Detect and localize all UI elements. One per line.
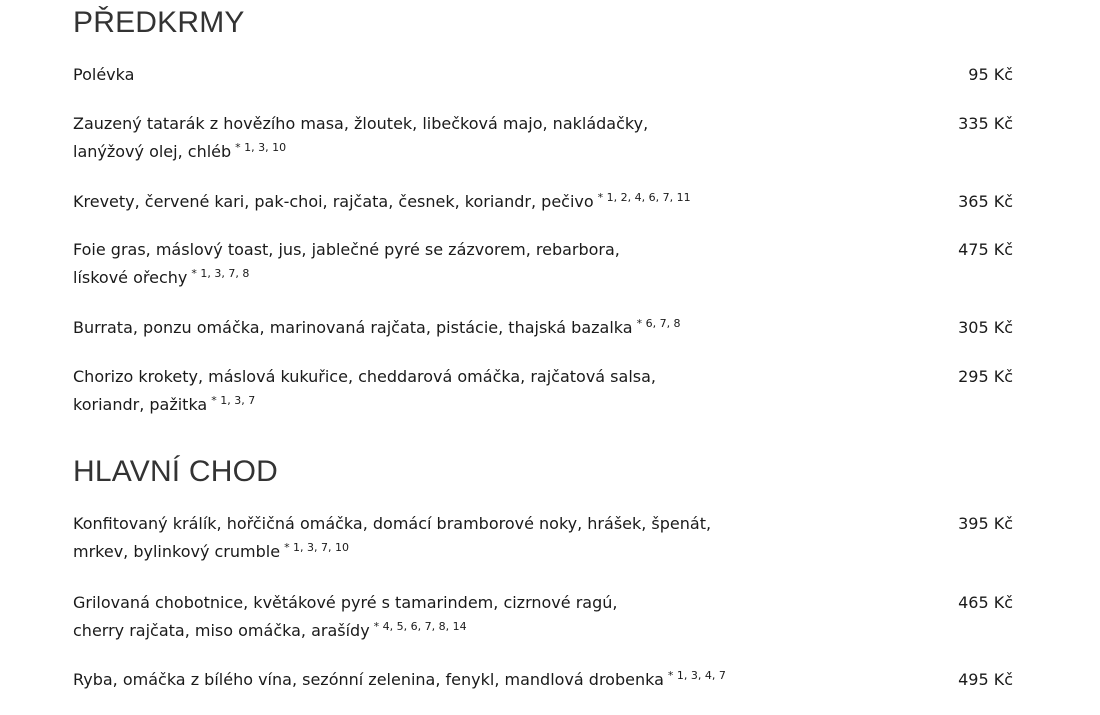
item-name-wrap (73, 110, 713, 166)
item-allergens: * 1, 2, 4, 6, 7, 11 (597, 190, 691, 204)
item-allergens: * 1, 3, 10 (235, 140, 287, 154)
item-price: 305 Kč (958, 318, 1013, 337)
menu-item (73, 61, 1013, 89)
item-allergens: * 1, 3, 7, 8 (191, 266, 250, 280)
item-price: 295 Kč (958, 367, 1013, 386)
menu-item (73, 236, 1013, 292)
menu-item (73, 110, 1013, 166)
menu-item (73, 188, 1013, 216)
menu-item (73, 666, 1013, 694)
section-title-starters: PŘEDKRMY (73, 6, 245, 39)
item-name: Ryba, omáčka z bílého vína, sezónní zelenina, fenykl, mandlová drobenka (73, 670, 664, 689)
item-price: 395 Kč (958, 514, 1013, 533)
item-allergens: * 6, 7, 8 (636, 316, 681, 330)
item-name: Burrata, ponzu omáčka, marinovaná rajčata, pistácie, thajská bazalka (73, 318, 633, 337)
item-name-wrap (73, 589, 673, 645)
menu-item (73, 314, 1013, 342)
item-name-wrap (73, 510, 713, 566)
item-price: 365 Kč (958, 192, 1013, 211)
section-title-main-course: HLAVNÍ CHOD (73, 455, 279, 488)
item-allergens: * 1, 3, 7 (211, 393, 256, 407)
item-name-wrap (73, 363, 713, 419)
item-name: Zauzený tatarák z hovězího masa, žloutek, libečková majo, nakládačky, lanýžový olej, chléb (73, 114, 649, 161)
menu-item (73, 510, 1013, 566)
item-allergens: * 4, 5, 6, 7, 8, 14 (373, 619, 467, 633)
item-price: 475 Kč (958, 240, 1013, 259)
item-name: Grilovaná chobotnice, květákové pyré s tamarindem, cizrnové ragú, cherry rajčata, miso omáčka, arašídy (73, 593, 618, 640)
item-name: Chorizo krokety, máslová kukuřice, cheddarová omáčka, rajčatová salsa, koriandr, pažitka (73, 367, 656, 414)
item-name: Foie gras, máslový toast, jus, jablečné pyré se zázvorem, rebarbora, lískové ořechy (73, 240, 620, 287)
item-price: 95 Kč (968, 65, 1013, 84)
item-allergens: * 1, 3, 7, 10 (284, 540, 350, 554)
item-name: Krevety, červené kari, pak-choi, rajčata, česnek, koriandr, pečivo (73, 192, 594, 211)
item-name-wrap (73, 666, 773, 694)
item-price: 495 Kč (958, 670, 1013, 689)
item-name-wrap (73, 314, 773, 342)
item-name: Polévka (73, 65, 135, 84)
item-allergens: * 1, 3, 4, 7 (667, 668, 726, 682)
item-name: Konfitovaný králík, hořčičná omáčka, domácí bramborové noky, hrášek, špenát, mrkev, bylinkový crumble (73, 514, 712, 561)
menu-item (73, 589, 1013, 645)
item-name-wrap (73, 188, 773, 216)
item-name-wrap (73, 236, 673, 292)
item-name-wrap (73, 61, 713, 89)
item-price: 465 Kč (958, 593, 1013, 612)
menu-item (73, 363, 1013, 419)
item-price: 335 Kč (958, 114, 1013, 133)
